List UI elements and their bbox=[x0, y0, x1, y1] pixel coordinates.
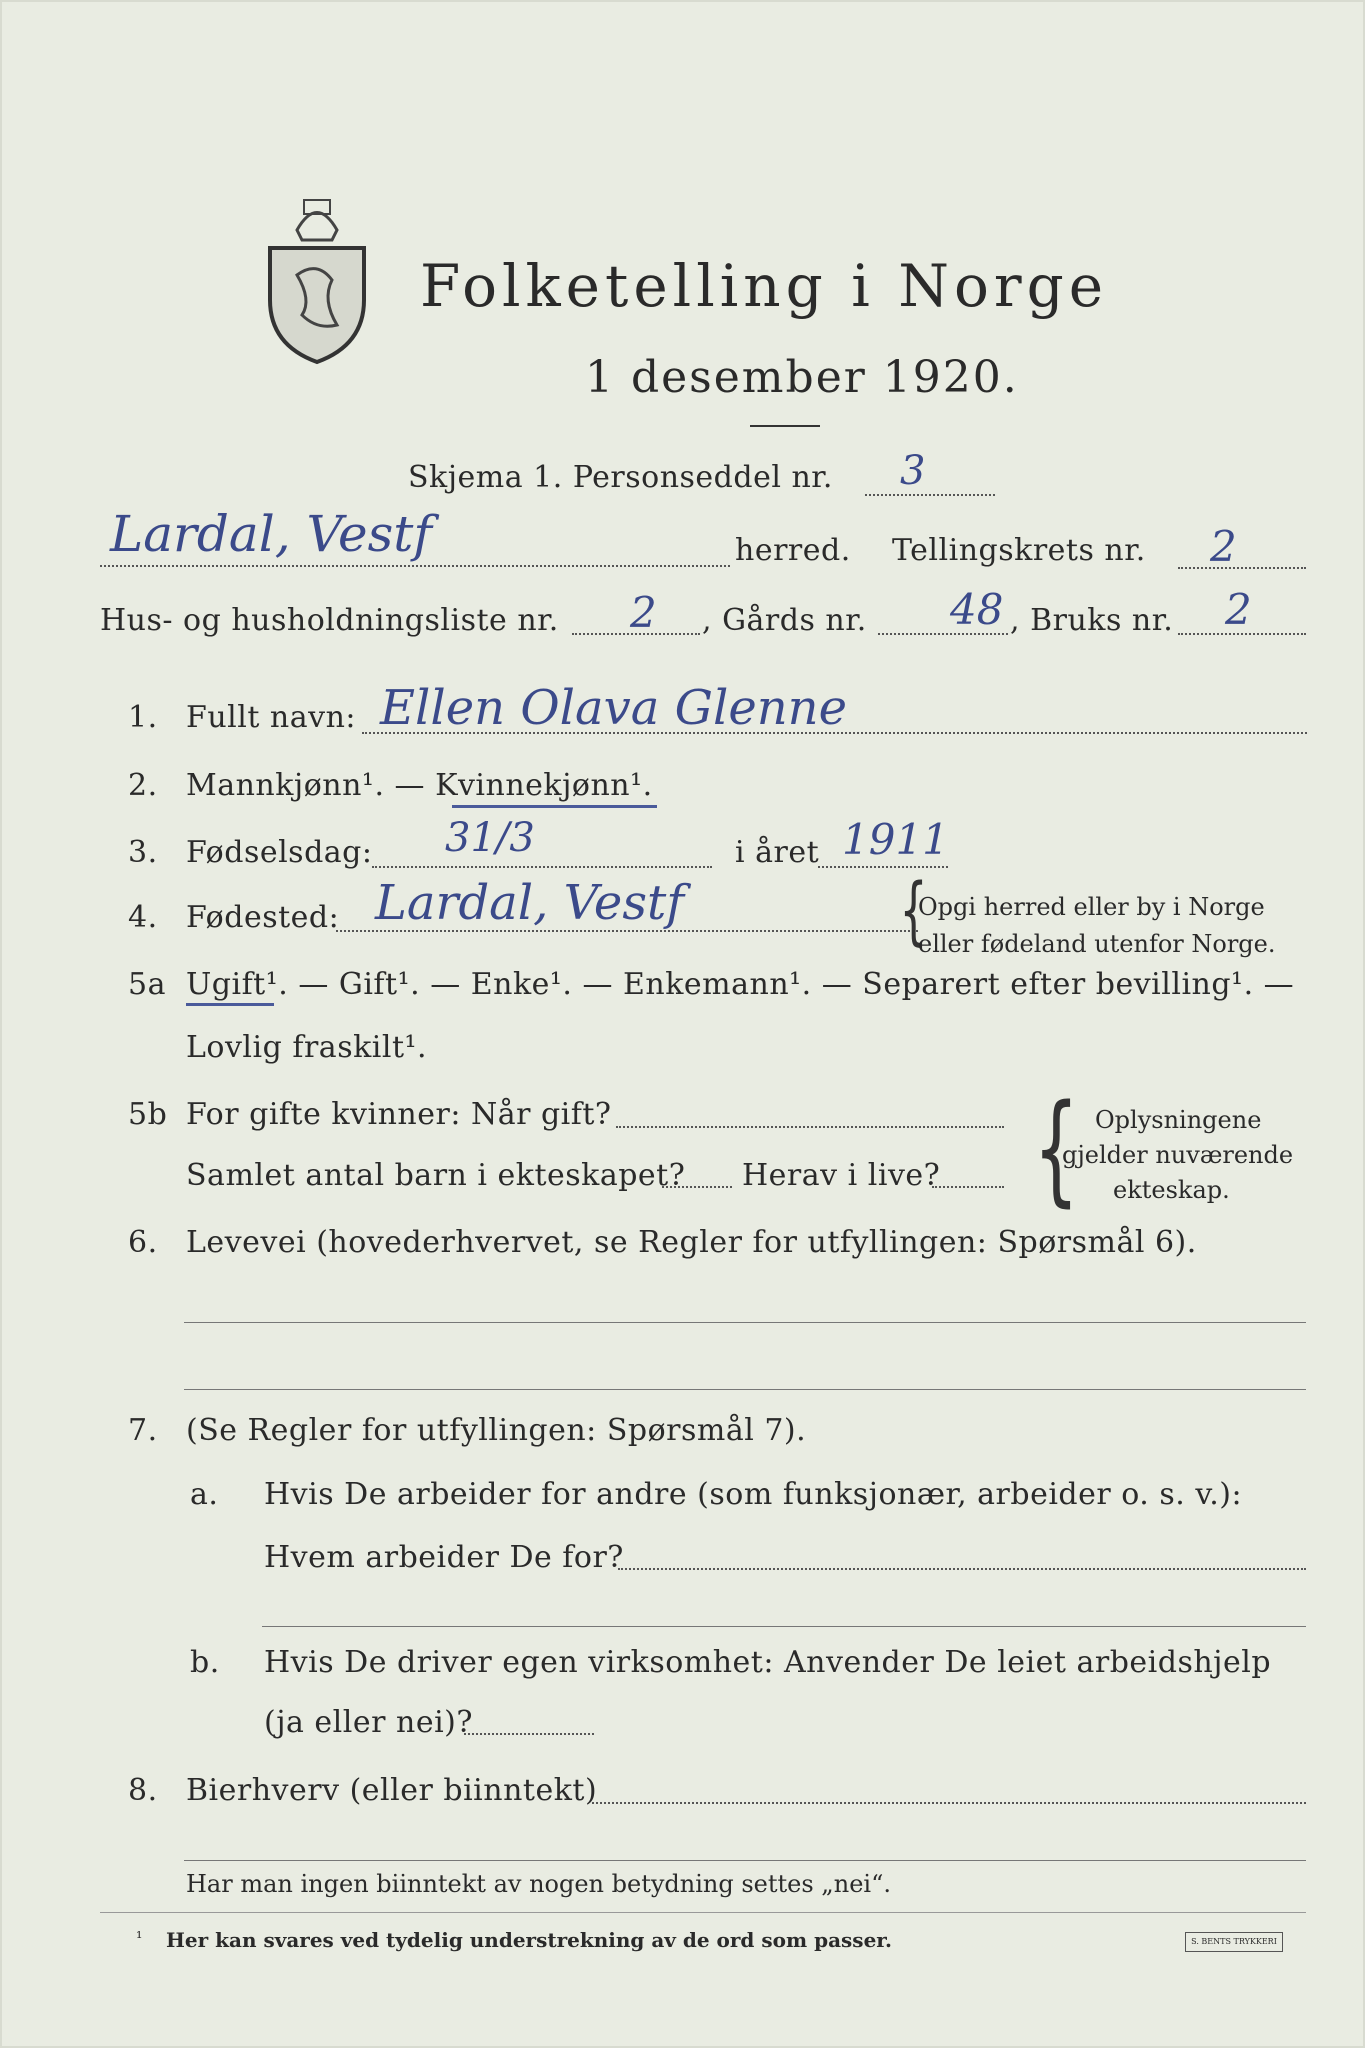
list-value[interactable]: 2 bbox=[630, 588, 657, 637]
schema-dotline bbox=[865, 494, 995, 496]
birthplace-note-2: eller fødeland utenfor Norge. bbox=[918, 930, 1276, 958]
krets-value[interactable]: 2 bbox=[1210, 522, 1237, 571]
birthday-dotline bbox=[372, 866, 712, 868]
marital-options: Ugift¹. — Gift¹. — Enke¹. — Enkemann¹. — Separert efter bevilling¹. — bbox=[186, 967, 1295, 1002]
gender-selection-mark[interactable] bbox=[452, 805, 657, 808]
marital-selection-mark[interactable] bbox=[186, 1003, 274, 1006]
year-label: i året bbox=[735, 835, 820, 870]
krets-label: Tellingskrets nr. bbox=[892, 533, 1146, 568]
children-dotline bbox=[662, 1186, 732, 1188]
q5a-number: 5a bbox=[128, 967, 166, 1002]
married-when-label: For gifte kvinner: Når gift? bbox=[186, 1097, 612, 1132]
marital-options-2: Lovlig fraskilt¹. bbox=[186, 1030, 428, 1065]
married-when-dotline bbox=[616, 1126, 1004, 1128]
q1-number: 1. bbox=[128, 700, 158, 735]
q8-number: 8. bbox=[128, 1773, 158, 1808]
q2-number: 2. bbox=[128, 768, 158, 803]
occupation-line-2[interactable] bbox=[184, 1389, 1306, 1390]
alive-label: Herav i live? bbox=[742, 1158, 941, 1193]
brace-icon: { bbox=[1033, 1080, 1080, 1219]
krets-dotline bbox=[1178, 567, 1306, 569]
q4-number: 4. bbox=[128, 900, 158, 935]
side-income-dotline[interactable] bbox=[592, 1802, 1306, 1804]
q4-label: Fødested: bbox=[186, 900, 340, 935]
printer-stamp: S. BENTS TRYKKERI bbox=[1185, 1932, 1283, 1952]
personseddel-value[interactable]: 3 bbox=[900, 448, 926, 494]
fullname-value[interactable]: Ellen Olava Glenne bbox=[380, 680, 847, 736]
birthday-value[interactable]: 31/3 bbox=[445, 815, 535, 861]
title-divider bbox=[750, 425, 820, 427]
q7a-letter: a. bbox=[190, 1477, 219, 1512]
marriage-note-3: ekteskap. bbox=[1113, 1176, 1230, 1204]
birthyear-value[interactable]: 1911 bbox=[842, 815, 949, 864]
side-income-note: Har man ingen biinntekt av nogen betydning settes „nei“. bbox=[186, 1870, 891, 1898]
birthplace-note-1: Opgi herred eller by i Norge bbox=[918, 893, 1265, 921]
marriage-note-2: gjelder nuværende bbox=[1062, 1141, 1294, 1169]
q3-label: Fødselsdag: bbox=[186, 835, 373, 870]
q7a-label: Hvis De arbeider for andre (som funksjonær, arbeider o. s. v.): bbox=[264, 1477, 1243, 1512]
employer-label: Hvem arbeider De for? bbox=[264, 1540, 624, 1575]
schema-label: Skjema 1. Personseddel nr. bbox=[408, 460, 833, 495]
hired-help-dotline[interactable] bbox=[464, 1733, 594, 1735]
coat-of-arms-icon bbox=[262, 190, 372, 365]
marriage-note-1: Oplysningene bbox=[1095, 1106, 1262, 1134]
census-date: 1 desember 1920. bbox=[585, 352, 1019, 403]
hired-help-label: (ja eller nei)? bbox=[264, 1705, 473, 1740]
q7b-label: Hvis De driver egen virksomhet: Anvender De leiet arbeidshjelp bbox=[264, 1645, 1272, 1680]
employer-line-2[interactable] bbox=[262, 1626, 1306, 1627]
alive-dotline bbox=[932, 1186, 1004, 1188]
footer-divider bbox=[100, 1912, 1306, 1913]
herred-value[interactable]: Lardal, Vestf bbox=[110, 505, 432, 563]
occupation-line-1[interactable] bbox=[184, 1322, 1306, 1323]
employer-dotline[interactable] bbox=[618, 1568, 1306, 1570]
q6-number: 6. bbox=[128, 1225, 158, 1260]
list-label: Hus- og husholdningsliste nr. bbox=[100, 603, 559, 638]
side-income-line-2[interactable] bbox=[184, 1860, 1306, 1861]
gards-value[interactable]: 48 bbox=[950, 585, 1004, 634]
footnote-mark: ¹ bbox=[136, 1928, 143, 1947]
q3-number: 3. bbox=[128, 835, 158, 870]
q7-label: (Se Regler for utfyllingen: Spørsmål 7). bbox=[186, 1413, 807, 1448]
side-income-label: Bierhverv (eller biinntekt) bbox=[186, 1773, 598, 1808]
q7b-letter: b. bbox=[190, 1645, 220, 1680]
children-label: Samlet antal barn i ekteskapet? bbox=[186, 1158, 686, 1193]
q7-number: 7. bbox=[128, 1413, 158, 1448]
footnote-text: Her kan svares ved tydelig understrekning av de ord som passer. bbox=[166, 1928, 892, 1952]
birthplace-value[interactable]: Lardal, Vestf bbox=[375, 875, 684, 931]
gards-label: , Gårds nr. bbox=[702, 603, 867, 638]
brace-icon: { bbox=[899, 868, 928, 954]
bruks-label: , Bruks nr. bbox=[1010, 603, 1174, 638]
form-title: Folketelling i Norge bbox=[420, 252, 1109, 320]
bruks-value[interactable]: 2 bbox=[1225, 585, 1252, 634]
herred-dotline bbox=[100, 565, 730, 567]
gender-options: Mannkjønn¹. — Kvinnekjønn¹. bbox=[186, 768, 653, 803]
q5b-number: 5b bbox=[128, 1097, 168, 1132]
year-dotline bbox=[818, 866, 948, 868]
q1-label: Fullt navn: bbox=[186, 700, 357, 735]
occupation-label: Levevei (hovederhvervet, se Regler for utfyllingen: Spørsmål 6). bbox=[186, 1225, 1197, 1260]
herred-label: herred. bbox=[735, 533, 851, 568]
